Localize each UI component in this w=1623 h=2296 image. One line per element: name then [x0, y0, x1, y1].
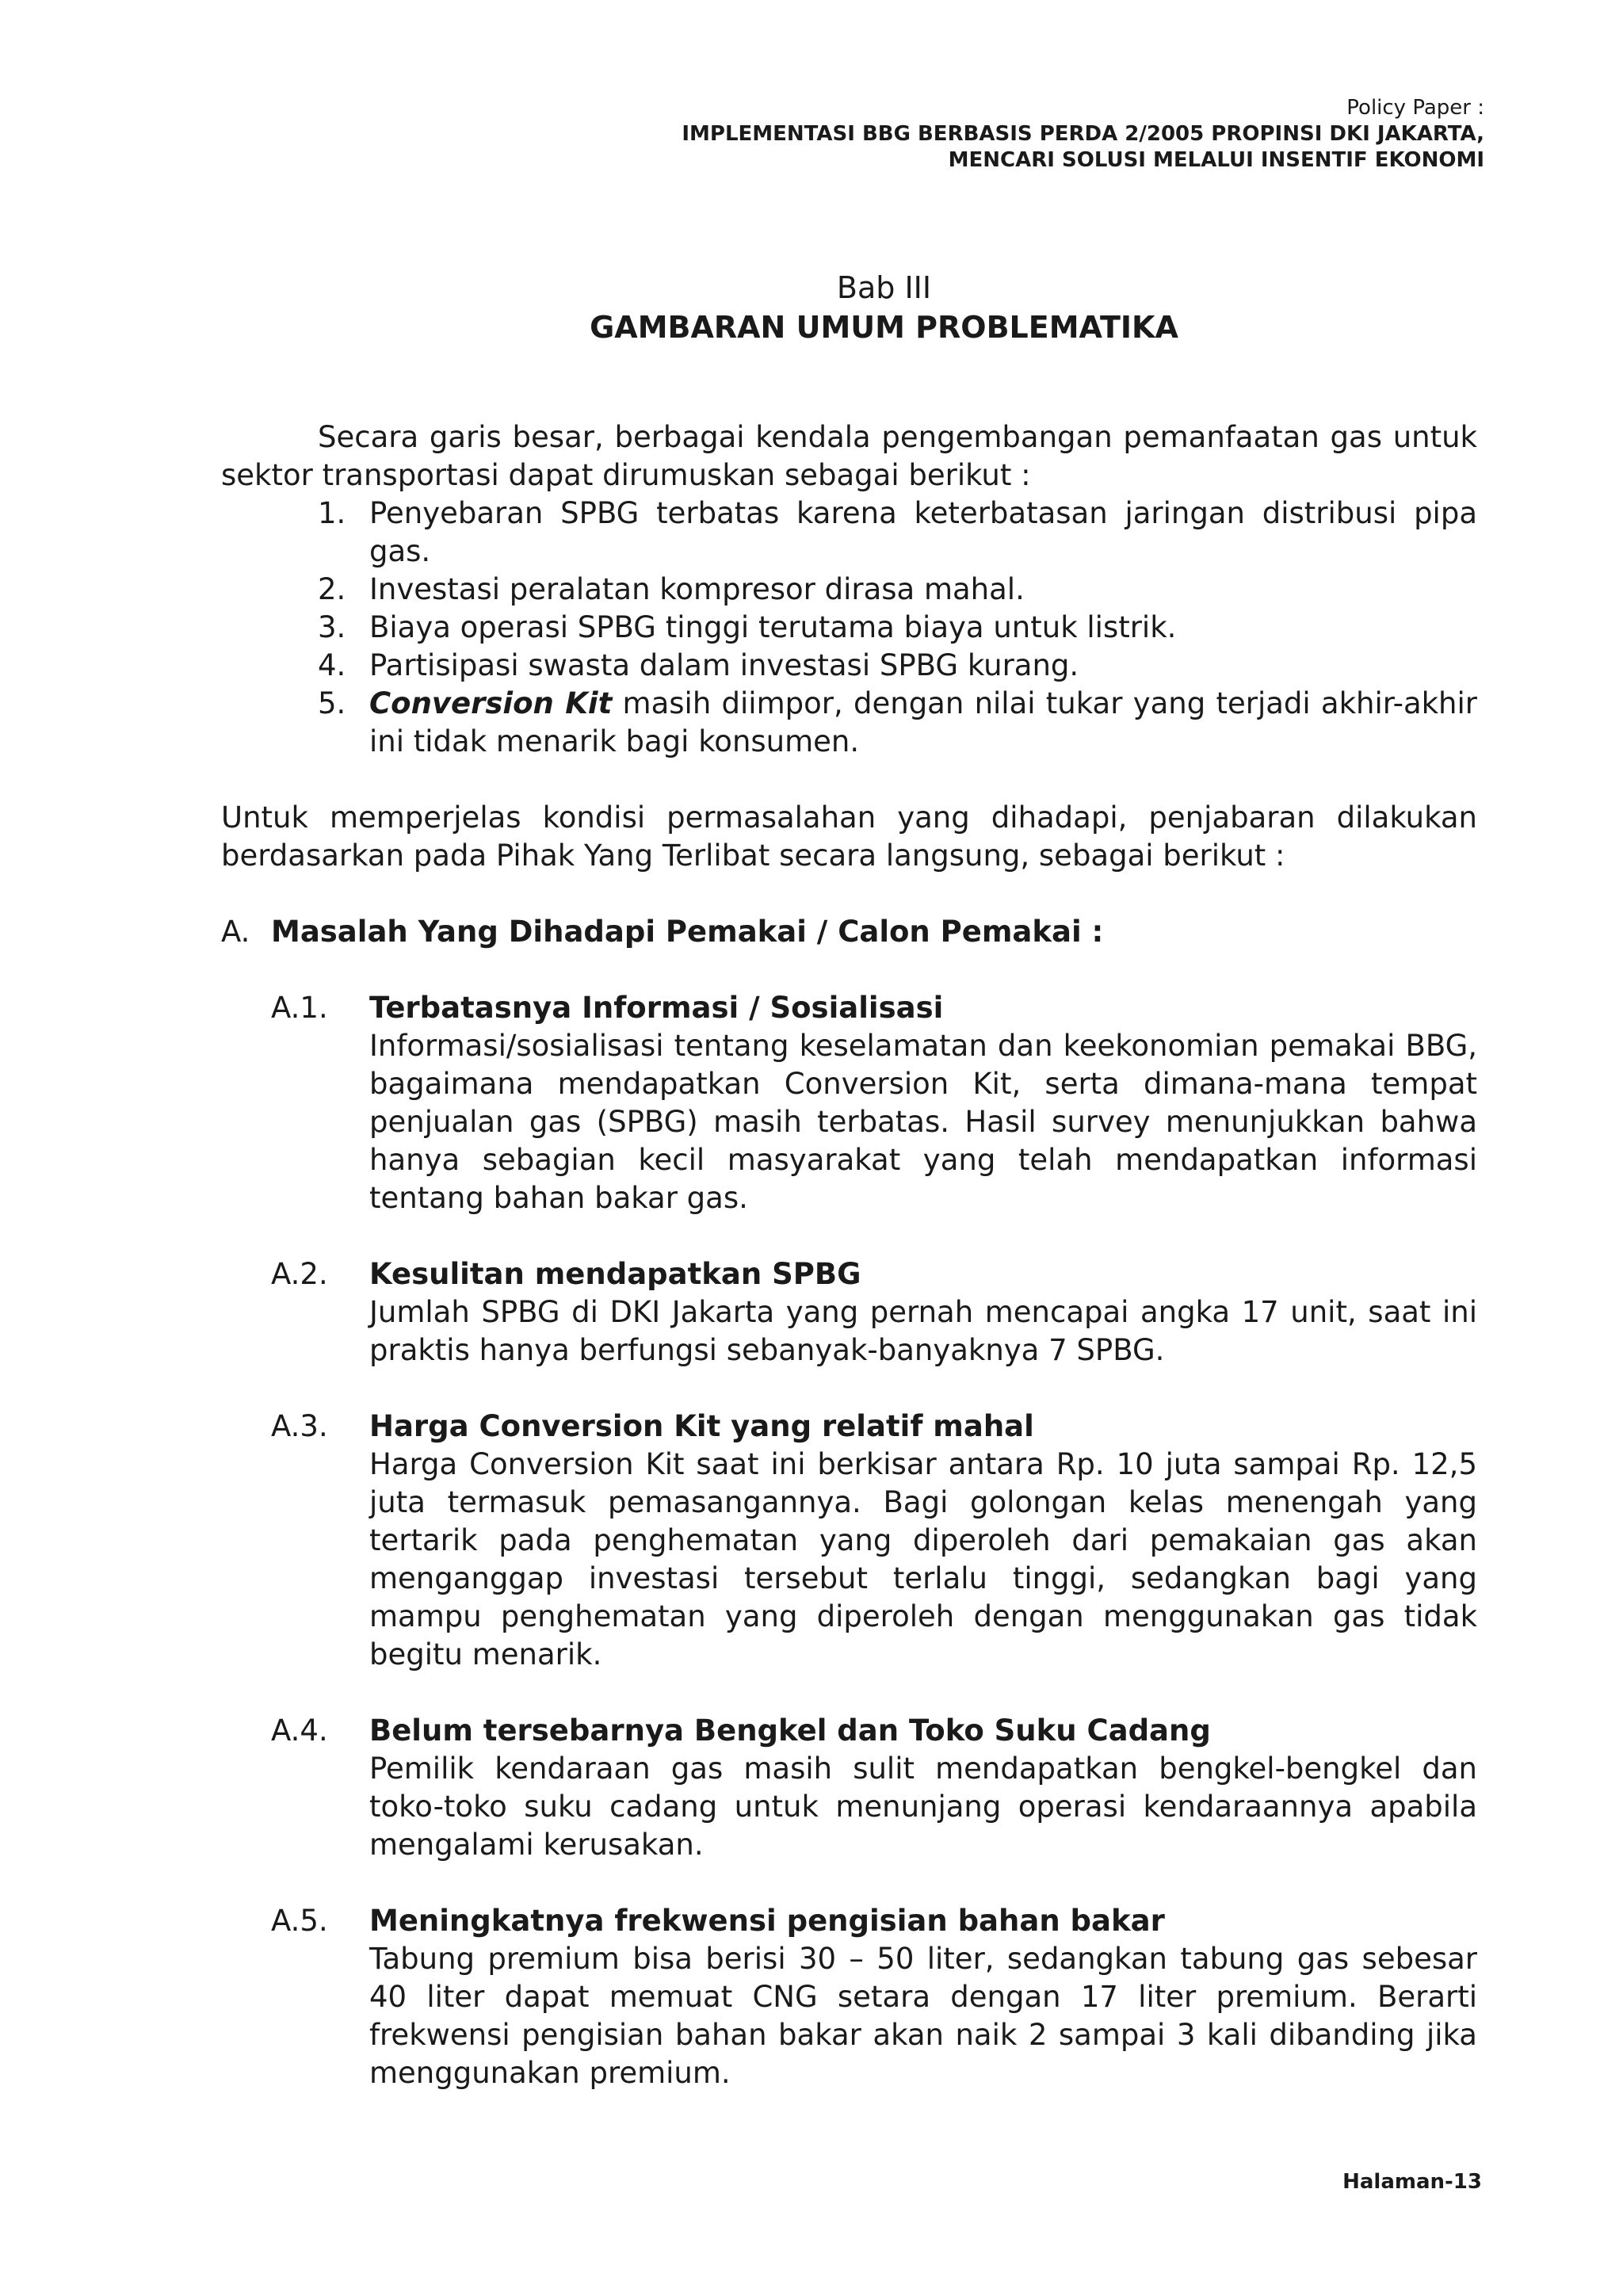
chapter-title: GAMBARAN UMUM PROBLEMATIKA — [590, 310, 1178, 345]
subsection-text: Jumlah SPBG di DKI Jakarta yang pernah mencapai angka 17 unit, saat ini praktis hanya berfungsi sebanyak-banyaknya 7 SPBG. — [369, 1295, 1477, 1367]
subsection-a3 — [221, 1408, 1477, 1674]
list-item-text: Biaya operasi SPBG tinggi terutama biaya untuk listrik. — [369, 610, 1177, 644]
list-item-text: Partisipasi swasta dalam investasi SPBG kurang. — [369, 648, 1079, 682]
subsection-title: Terbatasnya Informasi / Sosialisasi — [369, 991, 944, 1025]
document-body — [221, 418, 1477, 2092]
subsection-text: Informasi/sosialisasi tentang keselamatan dan keekonomian pemakai BBG, bagaimana mendapatkan Conversion Kit, serta dimana-mana tempat penjualan gas (SPBG) masih terbatas. Hasil survey menunjukkan bahwa hanya sebagian kecil masyarakat yang telah mendapatkan informasi tentang bahan bakar gas. — [369, 1029, 1477, 1215]
list-item-text: masih diimpor, dengan nilai tukar yang terjadi akhir-akhir ini tidak menarik bagi konsumen. — [369, 686, 1478, 758]
subsection-number: A.4. — [271, 1713, 328, 1748]
subsection-title: Meningkatnya frekwensi pengisian bahan bakar — [369, 1904, 1165, 1938]
list-item — [221, 647, 1477, 685]
subsection-number: A.3. — [271, 1409, 328, 1443]
section-a-title: Masalah Yang Dihadapi Pemakai / Calon Pemakai : — [271, 915, 1104, 949]
section-a-heading — [221, 913, 1477, 951]
subsection-a2 — [221, 1255, 1477, 1370]
header-line-2: IMPLEMENTASI BBG BERBASIS PERDA 2/2005 PROPINSI DKI JAKARTA, — [682, 122, 1484, 146]
list-item-number: 3. — [318, 610, 346, 644]
header-line-3: MENCARI SOLUSI MELALUI INSENTIF EKONOMI — [948, 148, 1484, 172]
subsection-number: A.1. — [271, 991, 328, 1025]
list-item — [221, 495, 1477, 571]
list-item-text: Penyebaran SPBG terbatas karena keterbatasan jaringan distribusi pipa gas. — [369, 496, 1477, 568]
list-item — [221, 685, 1477, 761]
list-item-text: Investasi peralatan kompresor dirasa mahal. — [369, 572, 1025, 606]
list-item-number: 1. — [318, 496, 346, 530]
list-item-number: 5. — [318, 686, 346, 720]
subsection-text: Pemilik kendaraan gas masih sulit mendapatkan bengkel-bengkel dan toko-toko suku cadang untuk menunjang operasi kendaraannya apabila mengalami kerusakan. — [369, 1752, 1477, 1862]
subsection-number: A.5. — [271, 1904, 328, 1938]
list-item-number: 4. — [318, 648, 346, 682]
running-header — [682, 95, 1484, 174]
subsection-title: Harga Conversion Kit yang relatif mahal — [369, 1409, 1034, 1443]
subsection-text: Tabung premium bisa berisi 30 – 50 liter, sedangkan tabung gas sebesar 40 liter dapat memuat CNG setara dengan 17 liter premium. Berarti frekwensi pengisian bahan bakar akan naik 2 sampai 3 kali dibanding jika menggunakan premium. — [369, 1942, 1477, 2090]
list-item-emphasis: Conversion Kit — [369, 686, 613, 720]
subsection-a4 — [221, 1712, 1477, 1864]
constraint-list — [221, 495, 1477, 761]
intro-paragraph: Secara garis besar, berbagai kendala pengembangan pemanfaatan gas untuk sektor transportasi dapat dirumuskan sebagai berikut : — [221, 420, 1477, 492]
subsection-title: Belum tersebarnya Bengkel dan Toko Suku Cadang — [369, 1713, 1211, 1748]
chapter-label: Bab III — [836, 270, 932, 305]
list-item — [221, 571, 1477, 609]
subsection-a1 — [221, 989, 1477, 1217]
clarify-paragraph: Untuk memperjelas kondisi permasalahan yang dihadapi, penjabaran dilakukan berdasarkan pada Pihak Yang Terlibat secara langsung, sebagai berikut : — [221, 800, 1477, 873]
header-line-1: Policy Paper : — [1346, 96, 1484, 120]
list-item — [221, 609, 1477, 647]
subsection-title: Kesulitan mendapatkan SPBG — [369, 1257, 861, 1291]
chapter-heading — [0, 268, 1623, 347]
page-number: Halaman-13 — [1342, 2170, 1482, 2194]
subsection-text: Harga Conversion Kit saat ini berkisar antara Rp. 10 juta sampai Rp. 12,5 juta termasuk pemasangannya. Bagi golongan kelas menengah yang tertarik pada penghematan yang diperoleh dari pemakaian gas akan menganggap investasi tersebut terlalu tinggi, sedangkan bagi yang mampu penghematan yang diperoleh dengan menggunakan gas tidak begitu menarik. — [369, 1447, 1477, 1671]
subsection-a5 — [221, 1902, 1477, 2092]
section-a-letter: A. — [221, 915, 250, 949]
subsection-number: A.2. — [271, 1257, 328, 1291]
list-item-number: 2. — [318, 572, 346, 606]
